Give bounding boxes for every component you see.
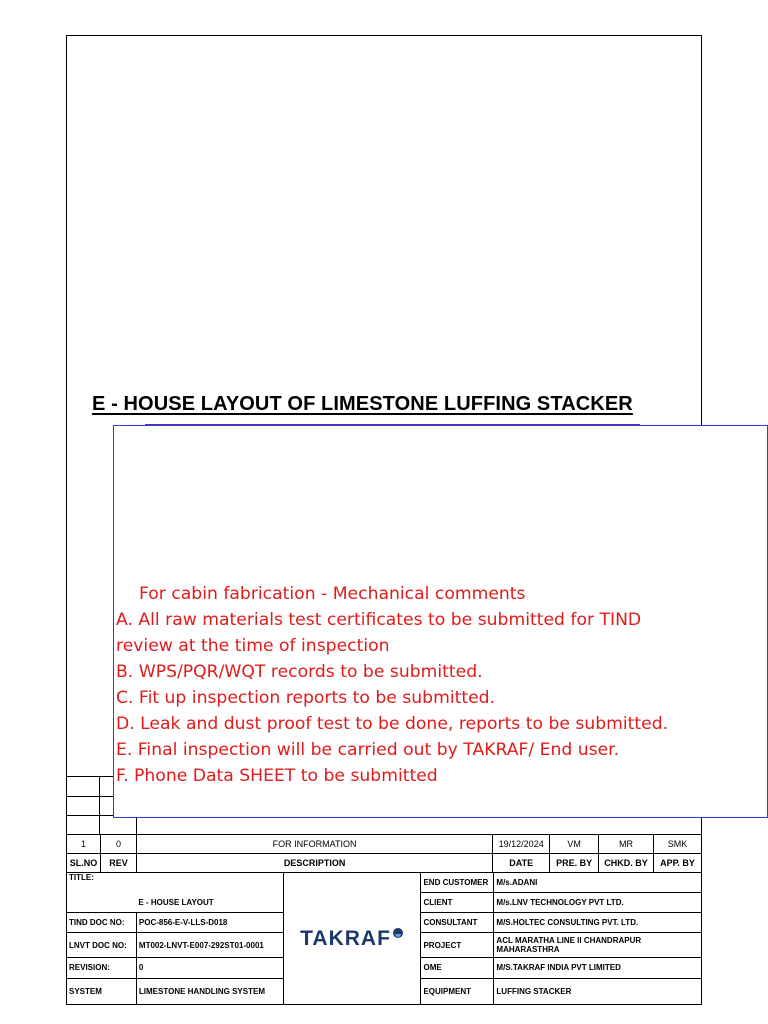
project-value-line-2: MAHARASTHRA [496,945,560,954]
comment-text [116,581,767,789]
project-value [494,933,702,957]
revision-value: 0 [136,957,283,978]
logo-text: TAKRAF [300,926,391,950]
rev-description: FOR INFORMATION [136,835,492,854]
ome-label: OME [421,957,494,978]
title-block [66,872,702,1005]
logo-drop-icon [392,927,404,939]
rev-pre-by: VM [550,835,599,854]
revision-row [67,835,702,854]
ome-value: M/S.TAKRAF INDIA PVT LIMITED [494,957,702,978]
title-spacer [67,893,137,913]
end-customer-label: END CUSTOMER [421,873,494,893]
header-pre-by: PRE. BY [550,854,599,873]
client-value: M/s.LNV TECHNOLOGY PVT LTD. [494,893,702,913]
consultant-value: M/S.HOLTEC CONSULTING PVT. LTD. [494,913,702,933]
comment-line: F. Phone Data SHEET to be submitted [116,766,438,786]
rev-number: 0 [100,835,136,854]
rev-app-by: SMK [654,835,702,854]
lnvt-doc-value: MT002-LNVT-E007-292ST01-0001 [136,933,283,957]
rev-sl-no: 1 [67,835,101,854]
comment-line: review at the time of inspection [116,636,390,656]
document-title: E - HOUSE LAYOUT OF LIMESTONE LUFFING STACKER [92,393,633,415]
header-description: DESCRIPTION [136,854,492,873]
revision-table [66,834,702,873]
comment-annotation-box[interactable] [113,425,768,818]
equipment-label: EQUIPMENT [421,978,494,1004]
equipment-value: LUFFING STACKER [494,978,702,1004]
grid-line [99,776,100,834]
revision-label: REVISION: [67,957,137,978]
comment-line: D. Leak and dust proof test to be done, reports to be submitted. [116,714,669,734]
lnvt-doc-label: LNVT DOC NO: [67,933,137,957]
header-chkd-by: CHKD. BY [599,854,654,873]
system-label: SYSTEM [67,978,137,1004]
project-value-line-1: ACL MARATHA LINE II CHANDRAPUR [496,936,642,945]
comment-line: C. Fit up inspection reports to be submitted. [116,688,496,708]
tind-doc-label: TIND DOC NO: [67,913,137,933]
rev-chkd-by: MR [599,835,654,854]
consultant-label: CONSULTANT [421,913,494,933]
title-label: TITLE: [67,873,284,893]
header-app-by: APP. BY [654,854,702,873]
client-label: CLIENT [421,893,494,913]
header-date: DATE [493,854,550,873]
comment-heading: For cabin fabrication - Mechanical comments [139,584,526,604]
title-value: E - HOUSE LAYOUT [136,893,283,913]
comment-line: A. All raw materials test certificates to be submitted for TIND [116,610,642,630]
project-label: PROJECT [421,933,494,957]
end-customer-value: M/s.ADANI [494,873,702,893]
system-value: LIMESTONE HANDLING SYSTEM [136,978,283,1004]
logo-cell [283,873,421,1005]
takraf-logo [286,873,419,1004]
comment-line: B. WPS/PQR/WQT records to be submitted. [116,662,483,682]
rev-date: 19/12/2024 [493,835,550,854]
tind-doc-value: POC-856-E-V-LLS-D018 [136,913,283,933]
header-rev: REV [100,854,136,873]
header-sl-no: SL.NO [67,854,101,873]
revision-header-row [67,854,702,873]
comment-line: E. Final inspection will be carried out by TAKRAF/ End user. [116,740,620,760]
